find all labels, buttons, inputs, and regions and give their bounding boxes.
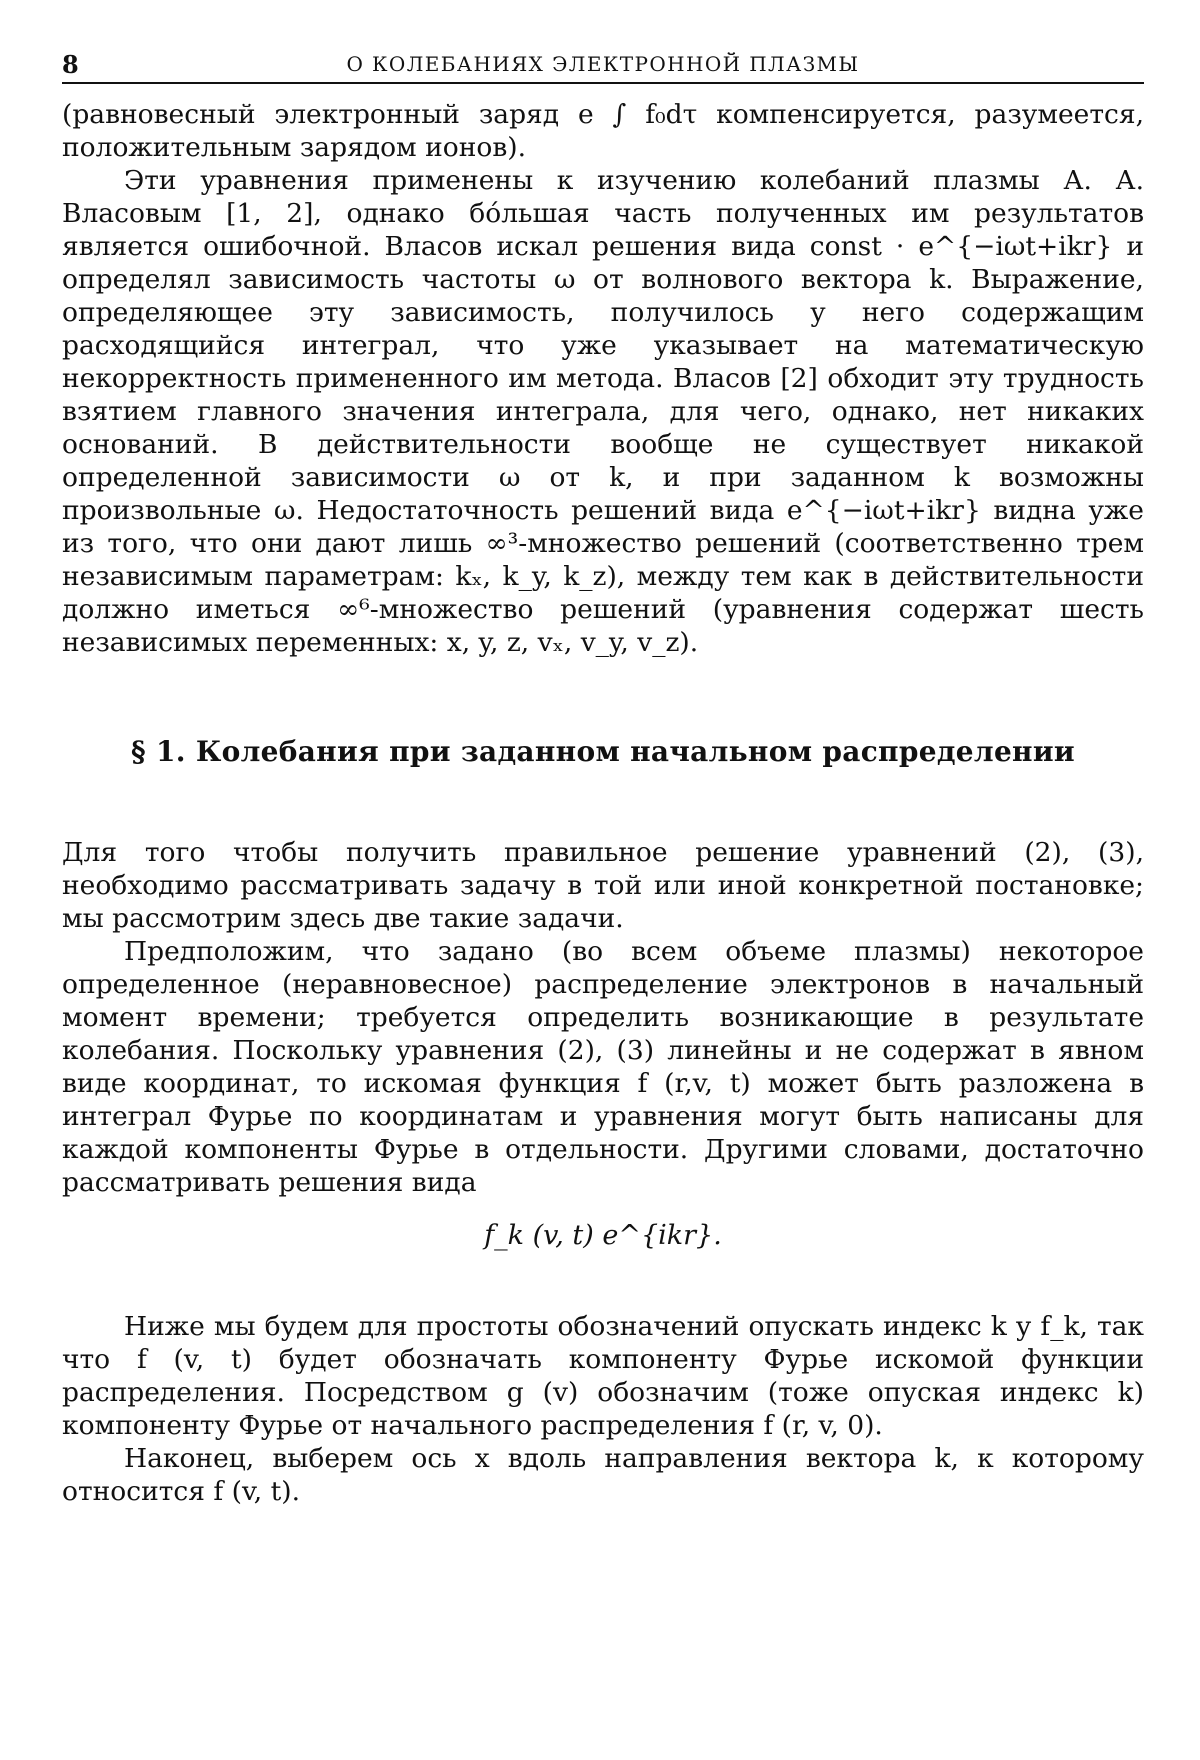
paragraph-6: Наконец, выберем ось x вдоль направления вектора k, к которому относится f (v, t). <box>62 1443 1144 1507</box>
paragraph-4: Предположим, что задано (во всем объеме плазмы) некоторое определенное (неравновесное) распределение электронов в начальный момент времени; требуется определить возникающие в результате колебания. Поскольку уравнения (2), (3) линейны и не содержат в явном виде координат, то искомая функция f (r,v, t) может быть разложена в интеграл Фурье по координатам и уравнения могут быть написаны для каждой компоненты Фурье в отдельности. Другими словами, достаточно рассматривать решения вида <box>62 936 1144 1198</box>
running-title: О КОЛЕБАНИЯХ ЭЛЕКТРОННОЙ ПЛАЗМЫ <box>346 52 860 76</box>
body-text <box>62 98 1144 1508</box>
paragraph-3: Для того чтобы получить правильное решение уравнений (2), (3), необходимо рассматривать задачу в той или иной конкретной постановке; мы рассмотрим здесь две такие задачи. <box>62 837 1144 934</box>
paragraph-1: (равновесный электронный заряд e ∫ f₀dτ компенсируется, разумеется, положительным зарядом ионов). <box>62 99 1144 163</box>
paragraph-5: Ниже мы будем для простоты обозначений опускать индекс k у f_k, так что f (v, t) будет обозначать компоненту Фурье искомой функции распределения. Посредством g (v) обозначим (тоже опуская индекс k) компоненту Фурье от начального распределения f (r, v, 0). <box>62 1311 1144 1441</box>
section-title: § 1. Колебания при заданном начальном распределении <box>130 735 1075 768</box>
page-header <box>62 40 1144 84</box>
paragraph-2: Эти уравнения применены к изучению колебаний плазмы А. А. Власовым [1, 2], однако бо́льшая часть полученных им результатов является ошибочной. Власов искал решения вида const · e^{−iωt+ikr} и определял зависимость частоты ω от волнового вектора k. Выражение, определяющее эту зависимость, получилось у него содержащим расходящийся интеграл, что уже указывает на математическую некорректность примененного им метода. Власов [2] обходит эту трудность взятием главного значения интеграла, для чего, однако, нет никаких оснований. В действительности вообще не существует никакой определенной зависимости ω от k, и при заданном k возможны произвольные ω. Недостаточность решений вида e^{−iωt+ikr} видна уже из того, что они дают лишь ∞³-множество решений (соответственно трем независимым параметрам: kₓ, k_y, k_z), между тем как в действительности должно иметься ∞⁶-множество решений (уравнения содержат шесть независимых переменных: x, y, z, vₓ, v_y, v_z). <box>62 165 1144 658</box>
page-number: 8 <box>62 50 81 79</box>
page <box>62 40 1144 1730</box>
formula: f_k (v, t) e^{ikr}. <box>484 1220 722 1251</box>
